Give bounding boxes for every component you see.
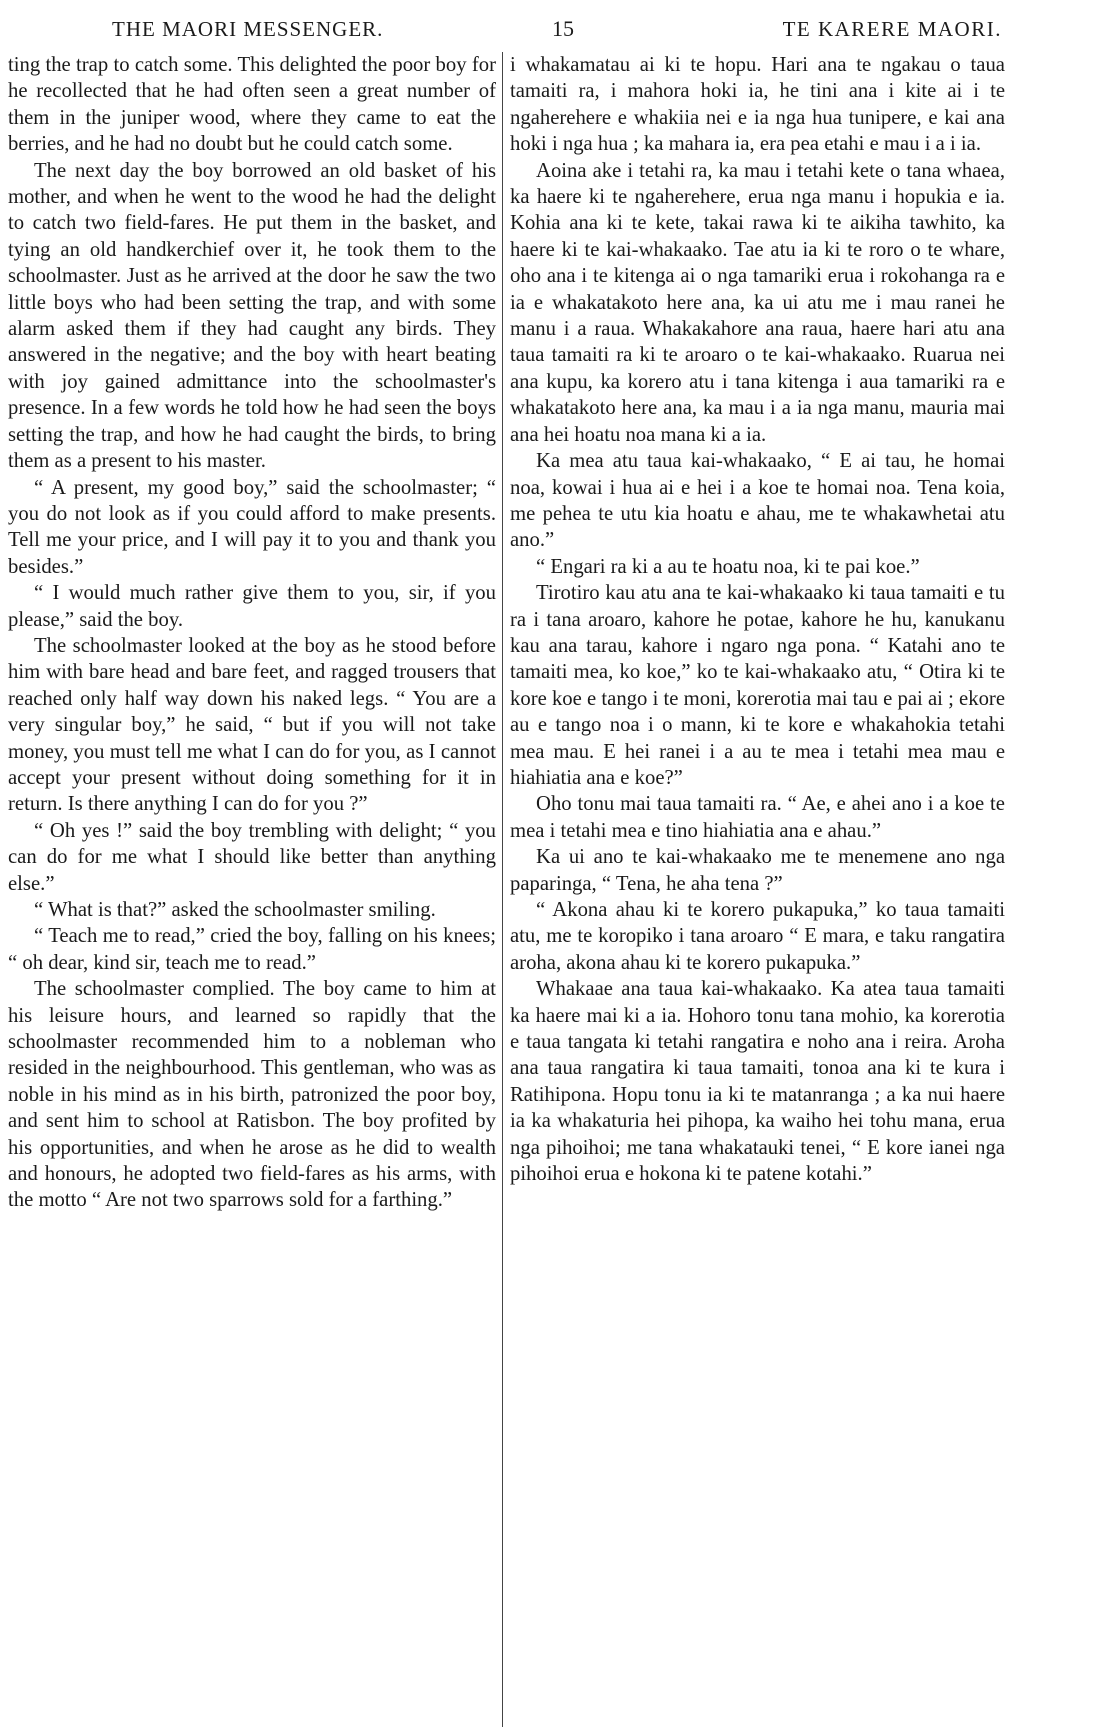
maori-column [510,52,1005,1727]
header-maori-title: TE KARERE MAORI. [782,17,1002,41]
maori-paragraph: i whakamatau ai ki te hopu. Hari ana te ngakau o taua tamaiti ra, i mahora hoki ia, he tini ana i kite ai i te ngaherehere e whakiia nei e ia nga hua tunipere, e kai ana hoki i nga hua ; ka mahara ia, era pea etahi e mau i a i ia. [510,54,1005,156]
maori-paragraph: Tirotiro kau atu ana te kai-whakaako ki taua tamaiti e tu ra i tana aroaro, kahore he potae, kahore he hu, kanukanu kau ana tarau, kahore i ngaro nga pona. “ Katahi ano te tamaiti mea, ko koe,” ko te kai-whakaako atu, “ Otira ki te kore koe e tango i te moni, korerotia mai tau e pai ai ; ekore au e tango noa i o mann, ki te kore e whakahokia tetahi mea mau. E hei ranei i a au te mea i tetahi mea mau e hiahiatia ana e koe?” [510,582,1005,789]
maori-paragraph: Ka ui ano te kai-whakaako me te menemene ano nga paparinga, “ Tena, he aha tena ?” [510,846,1005,895]
english-paragraph: “ A present, my good boy,” said the schoolmaster; “ you do not look as if you could afford to make presents. Tell me your price, and I will pay it to you and thank you besides.” [8,476,496,578]
maori-paragraph: Aoina ake i tetahi ra, ka mau i tetahi kete o tana whaea, ka haere ki te ngaherehere, erua nga manu i hopukia e ia. Kohia ana ki te kete, takai rawa ki te aikiha tawhito, ka haere ki te kai-whakaako. Tae atu ia ki te roro o te whare, oho ana i te kitenga ai o nga tamariki erua i rokohanga ra e ia e whakatakoto here ana, ka ui atu me i mau ranei he manu i a raua. Whakakahore ana raua, haere hari atu ana taua tamaiti ra ki te aroaro o te kai-whakaako. Ruarua nei ana kupu, ka korero atu i tana kitenga i aua tamariki ra e whakatakoto here ana, ka mau i a ia nga manu, mauria mai ana hei hoatu noa mana ki a ia. [510,159,1005,446]
english-paragraph: “ I would much rather give them to you, sir, if you please,” said the boy. [8,582,496,631]
english-paragraph: ting the trap to catch some. This delighted the poor boy for he recollected that he had often seen a great number of them in the juniper wood, where they came to eat the berries, and he had no doubt but he could catch some. [8,54,496,156]
english-paragraph: The next day the boy borrowed an old basket of his mother, and when he went to the wood he had the delight to catch two field-fares. He put them in the basket, and tying an old handkerchief over it, he took them to the schoolmaster. Just as he arrived at the door he saw the two little boys who had been setting the trap, and with some alarm asked them if they had caught any birds. They answered in the negative; and the boy with heart beating with joy gained admittance into the schoolmaster's presence. In a few words he told how he had seen the boys setting the trap, and how he had caught the birds, to bring them as a present to his master. [8,159,496,473]
maori-paragraph: “ Engari ra ki a au te hoatu noa, ki te pai koe.” [536,555,920,578]
english-paragraph: The schoolmaster looked at the boy as he stood before him with bare head and bare feet, and ragged trousers that reached only half way down his naked legs. “ You are a very singular boy,” he said, “ but if you will not take money, you must tell me what I can do for you, as I cannot accept your present without doing something for it in return. Is there anything I can do for you ?” [8,634,496,816]
maori-paragraph: Whakaae ana taua kai-whakaako. Ka atea taua tamaiti ka haere mai ki a ia. Hohoro tonu tana mohio, ka korerotia e taua tangata ki tetahi rangatira e noho ana i reira. Aroha ana taua rangatira ki taua tamaiti, tonoa ana ki te kura i Ratihipona. Hopu tonu ia ki te matanranga ; a ka nui haere ia ka whakaturia hei pihopa, ka waiho hei tohu mana, erua nga pihoihoi; me tana whakatauki tenei, “ E kore ianei nga pihoihoi erua e hokona ki te patene kotahi.” [510,978,1005,1186]
english-column [8,52,496,1727]
header-english-title: THE MAORI MESSENGER. [112,17,384,41]
page-header [0,0,1114,48]
english-paragraph: “ Oh yes !” said the boy trembling with delight; “ you can do for me what I should like better than anything else.” [8,819,496,895]
english-paragraph: The schoolmaster complied. The boy came to him at his leisure hours, and learned so rapidly that the schoolmaster recommended him to a nobleman who resided in the neighbourhood. This gentleman, who was as noble in his mind as in his birth, patronized the poor boy, and sent him to school at Ratisbon. The boy profited by his opportunities, and when he arose as he did to wealth and honours, he adopted two field-fares as his arms, with the motto “ Are not two sparrows sold for a farthing.” [8,978,496,1212]
page-number: 15 [552,16,574,41]
maori-paragraph: “ Akona ahau ki te korero pukapuka,” ko taua tamaiti atu, me te koropiko i tana aroaro “ E mara, e taku rangatira aroha, akona ahau ki te korero pukapuka.” [510,899,1005,974]
maori-paragraph: Oho tonu mai taua tamaiti ra. “ Ae, e ahei ano i a koe te mea i tetahi mea e tino hiahiatia ana e ahau.” [510,793,1005,842]
english-paragraph: “ What is that?” asked the schoolmaster smiling. [34,899,436,921]
english-paragraph: “ Teach me to read,” cried the boy, falling on his knees; “ oh dear, kind sir, teach me to read.” [8,925,496,974]
maori-paragraph: Ka mea atu taua kai-whakaako, “ E ai tau, he homai noa, kowai i hua ai e hei i a koe te homai noa. Tena koia, me pehea te utu kia hoatu e ahau, me te whakawhetai atu ano.” [510,450,1005,552]
column-divider [502,52,503,1727]
